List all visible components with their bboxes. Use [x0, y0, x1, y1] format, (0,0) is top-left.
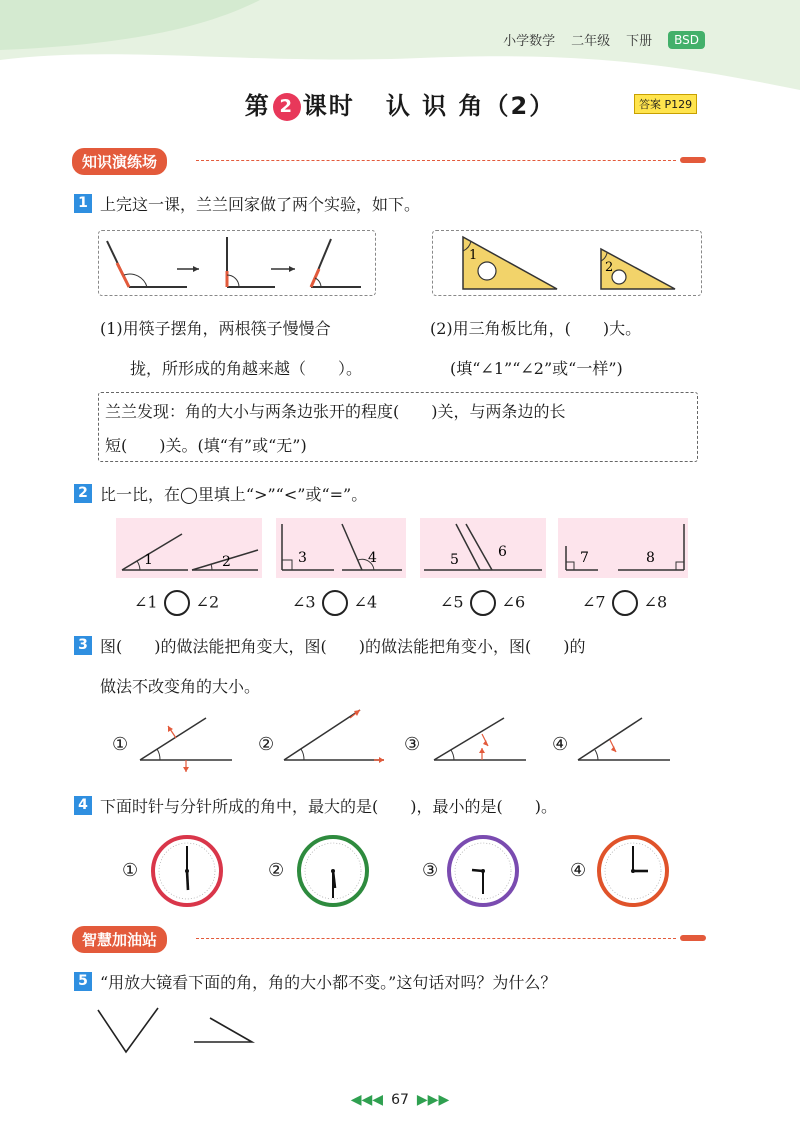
- q2-text: 比一比，在◯里填上“>”“<”或“=”。: [100, 485, 368, 504]
- answer-circle[interactable]: [322, 590, 348, 616]
- title-name: 认 识 角（2）: [385, 92, 556, 120]
- page-number-value: 67: [391, 1092, 409, 1108]
- q4-text: 下面时针与分针所成的角中，最大的是( )，最小的是( )。: [100, 797, 557, 816]
- header-tags: [503, 30, 705, 49]
- answer-circle[interactable]: [164, 590, 190, 616]
- q1-text: 上完这一课，兰兰回家做了两个实验，如下。: [100, 195, 421, 214]
- angle-label: 5: [450, 552, 459, 568]
- prev-arrows-icon: ◀◀◀: [350, 1092, 384, 1108]
- compare-right: ∠4: [353, 592, 378, 612]
- compare-7-8: [582, 590, 667, 616]
- compare-left: ∠1: [134, 592, 158, 612]
- compare-right: ∠8: [643, 592, 668, 612]
- q3-figure-3: [430, 712, 530, 768]
- lesson-number: 2: [273, 93, 301, 121]
- clock-1: [150, 834, 224, 908]
- discover-line2: 短( )关。(填“有”或“无”): [105, 436, 307, 455]
- question-number: 2: [74, 484, 92, 503]
- clock-2: [296, 834, 370, 908]
- q5-angles: [94, 1006, 274, 1058]
- question-number: 3: [74, 636, 92, 655]
- q3-figure-1: [136, 708, 236, 774]
- compare-1-2: [134, 590, 219, 616]
- angle-label: 3: [298, 550, 307, 566]
- angle-label: 6: [498, 544, 507, 560]
- chopsticks-figure: [98, 230, 376, 296]
- chopsticks-diagram: [99, 231, 377, 297]
- pencil-icon: [680, 935, 706, 941]
- triangle-figure: [432, 230, 702, 296]
- grade-label: 二年级: [571, 34, 611, 49]
- q1-part2-line1: (2)用三角板比角，( )大。: [430, 319, 642, 338]
- option-label: ③: [404, 734, 421, 755]
- compare-3-4: [292, 590, 377, 616]
- angle-pair-7-8: [558, 518, 688, 578]
- option-label: ②: [268, 860, 285, 881]
- q3-figure-2: [280, 704, 390, 770]
- compare-right: ∠6: [501, 592, 526, 612]
- angle-pair-1-2: [116, 518, 262, 578]
- clock-4: [596, 834, 670, 908]
- next-arrows-icon: ▶▶▶: [416, 1092, 450, 1108]
- option-label: ①: [122, 860, 139, 881]
- q1-part2-line2: (填“∠1”“∠2”或“一样”): [450, 359, 623, 378]
- compare-left: ∠3: [292, 592, 316, 612]
- compare-left: ∠5: [440, 592, 464, 612]
- title-suffix: 课时: [302, 92, 355, 120]
- compare-right: ∠2: [195, 592, 220, 612]
- section-divider: [196, 160, 676, 161]
- section-divider: [196, 938, 676, 939]
- discover-line1: 兰兰发现：角的大小与两条边张开的程度( )关，与两条边的长: [105, 402, 566, 421]
- q3-figure-4: [574, 712, 674, 768]
- q5-text: “用放大镜看下面的角，角的大小都不变。”这句话对吗？为什么？: [100, 973, 557, 992]
- angle-label: 4: [368, 550, 377, 566]
- q3-line2: 做法不改变角的大小。: [100, 677, 261, 696]
- angle-label: 8: [646, 550, 655, 566]
- section-wisdom: 智慧加油站: [72, 926, 167, 953]
- question-number: 1: [74, 194, 92, 213]
- compare-5-6: [440, 590, 525, 616]
- option-label: ②: [258, 734, 275, 755]
- angle-pair-3-4: [276, 518, 406, 578]
- section-practice: 知识演练场: [72, 148, 167, 175]
- triangles-diagram: [433, 231, 703, 297]
- question-number: 4: [74, 796, 92, 815]
- pencil-icon: [680, 157, 706, 163]
- option-label: ④: [570, 860, 587, 881]
- title-prefix: 第: [244, 92, 271, 120]
- angle-label: 7: [580, 550, 589, 566]
- angle-label: 2: [222, 554, 231, 570]
- q1-part1-line2: 拢，所形成的角越来越（ ）。: [130, 359, 363, 378]
- q1-part1-line1: (1)用筷子摆角，两根筷子慢慢合: [100, 319, 331, 338]
- angle-label: 1: [144, 552, 153, 568]
- answer-circle[interactable]: [470, 590, 496, 616]
- angle-2-label: 2: [605, 260, 614, 275]
- question-number: 5: [74, 972, 92, 991]
- answer-circle[interactable]: [612, 590, 638, 616]
- angle-1-label: 1: [469, 248, 478, 263]
- subject-label: 小学数学: [503, 34, 556, 49]
- clock-3: [446, 834, 520, 908]
- edition-badge: BSD: [668, 31, 705, 49]
- page-number: [0, 1092, 800, 1108]
- volume-label: 下册: [626, 34, 653, 49]
- option-label: ④: [552, 734, 569, 755]
- option-label: ①: [112, 734, 129, 755]
- q3-line1: 图( )的做法能把角变大，图( )的做法能把角变小，图( )的: [100, 637, 586, 656]
- angle-pair-5-6: [420, 518, 546, 578]
- discovery-box: [98, 392, 698, 462]
- answer-tag[interactable]: 答案 P129: [634, 94, 697, 114]
- option-label: ③: [422, 860, 439, 881]
- compare-left: ∠7: [582, 592, 606, 612]
